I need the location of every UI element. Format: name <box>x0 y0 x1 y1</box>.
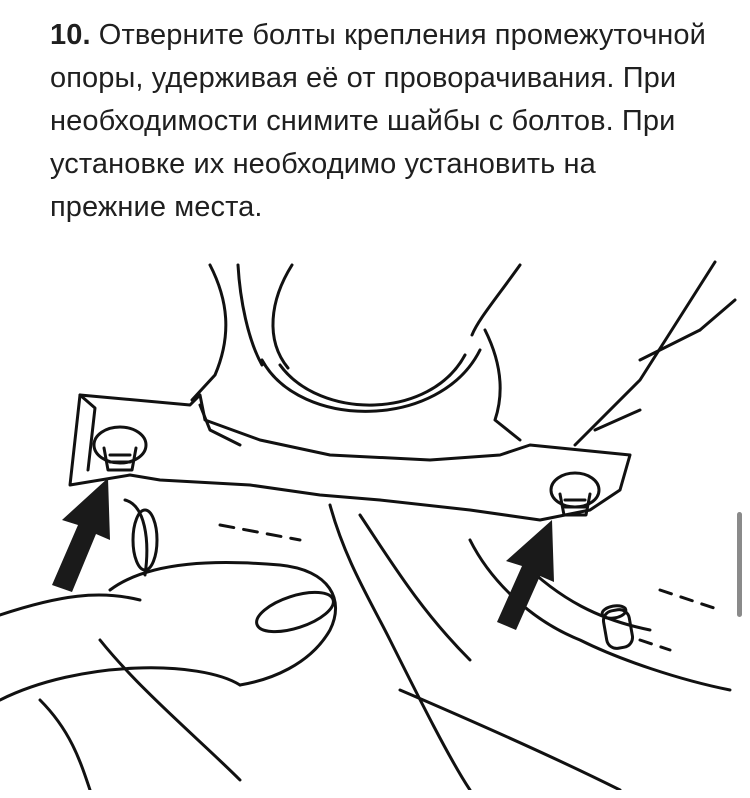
body-center-line <box>330 505 470 790</box>
step-number: 10. <box>50 19 91 51</box>
guide-dash-2 <box>660 590 720 610</box>
left-bolt <box>94 427 146 470</box>
guide-dash-3 <box>220 525 300 540</box>
lower-left-line <box>100 640 240 780</box>
body-center-line-2 <box>360 515 470 660</box>
right-arrow <box>497 520 554 630</box>
bearing-arc-inner <box>280 355 465 405</box>
scrollbar-thumb[interactable] <box>737 512 742 617</box>
bracket-plate <box>70 395 630 520</box>
body-line-far-right <box>700 300 735 330</box>
intermediate-support-illustration <box>0 250 740 790</box>
housing-right-outline <box>472 265 520 335</box>
step-instruction <box>50 14 710 229</box>
left-arrow <box>52 478 110 592</box>
guide-dash-1 <box>640 640 670 650</box>
lower-tube-top <box>0 595 140 615</box>
lower-tube-bottom <box>0 668 240 700</box>
shaft-right-outline <box>273 265 292 368</box>
bracket-edge-left <box>80 395 95 470</box>
floor-line <box>400 690 620 790</box>
shaft-top-outline <box>238 265 262 365</box>
shaft-left-outline <box>192 265 226 400</box>
body-line-right <box>575 262 715 445</box>
pin <box>601 604 634 650</box>
housing-right-curve <box>485 330 520 440</box>
step-body-text: Отверните болты крепления промежуточной опоры, удерживая её от проворачивания. При необходимости снимите шайбы с болтов. При установке их необходимо установить на прежние места. <box>50 19 706 223</box>
lower-left-line-2 <box>40 700 90 790</box>
tube-opening <box>252 584 338 639</box>
